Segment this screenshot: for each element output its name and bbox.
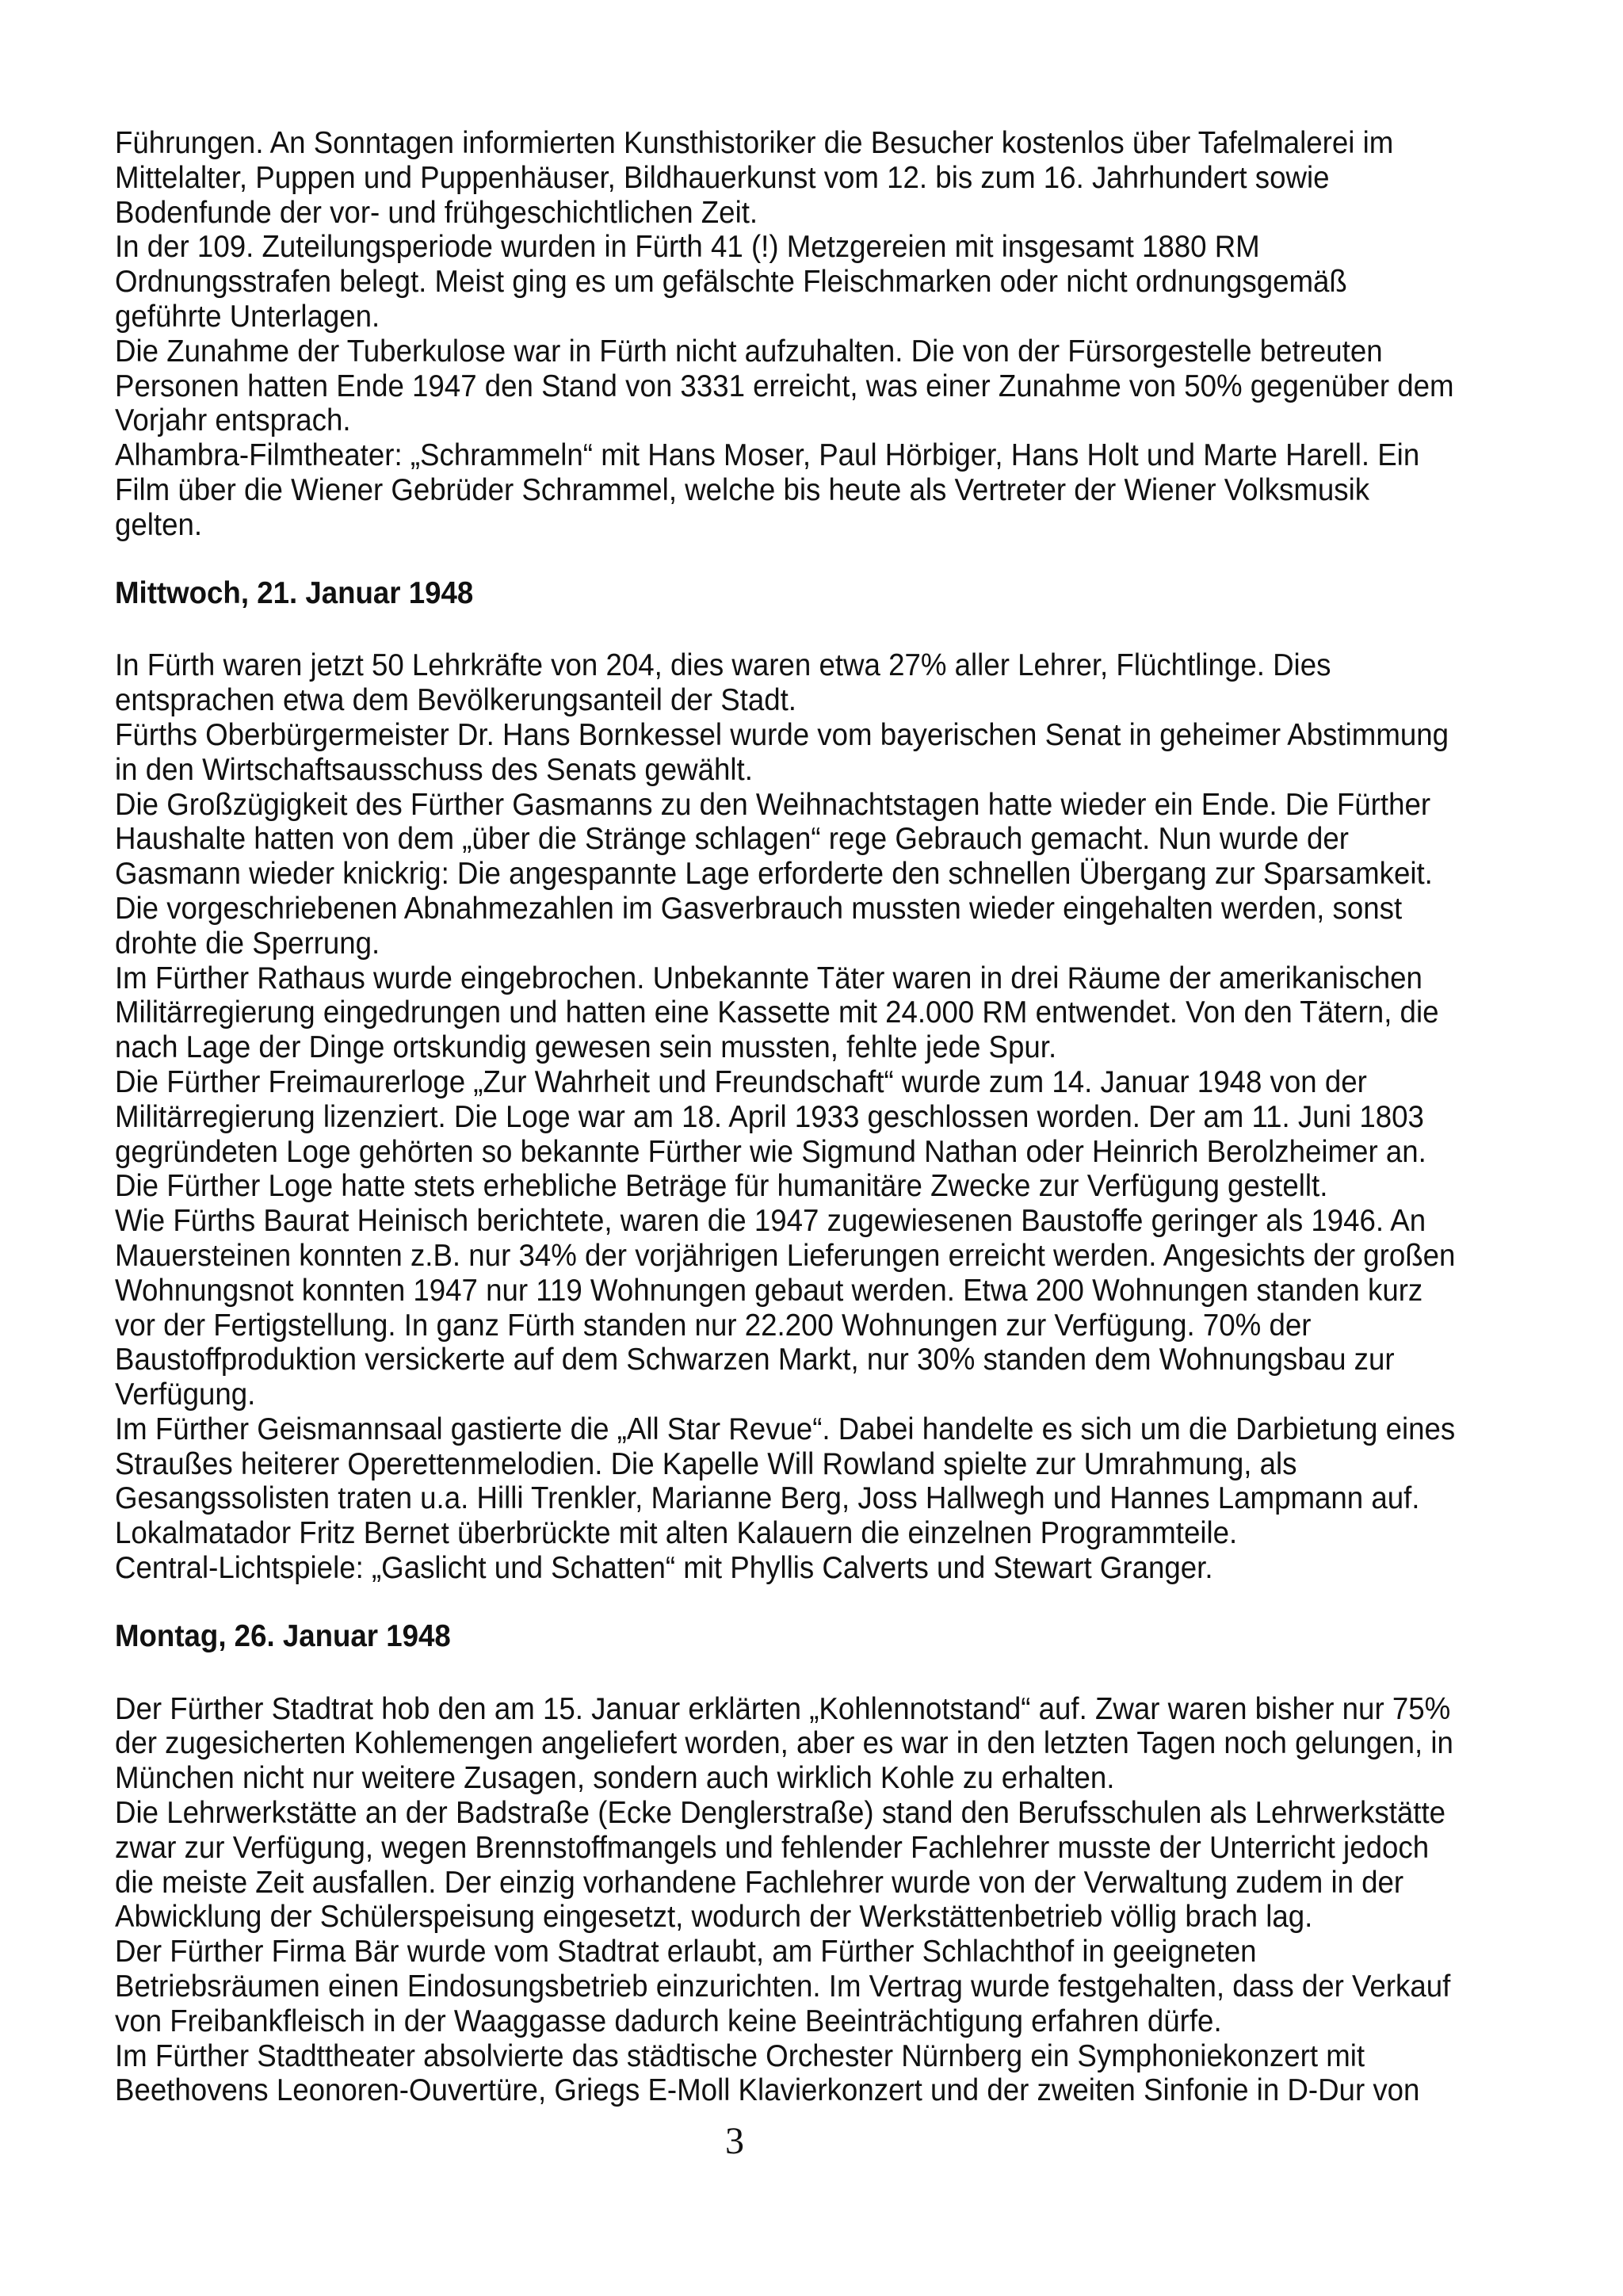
- paragraph-museum-fuehrungen: Führungen. An Sonntagen informierten Kunsthistoriker die Besucher kostenlos über Tafelmalerei im Mittelalter, Puppen und Puppenhäuser, Bildhauerkunst vom 12. bis zum 16. Jahrhundert sowie Bodenfunde der vor- und frühgeschichtlichen Zeit.: [115, 126, 1394, 230]
- paragraph-freimaurerloge: Die Fürther Freimaurerloge „Zur Wahrheit und Freundschaft“ wurde zum 14. Januar 1948 von der Militärregierung lizenziert. Die Loge war am 18. April 1933 geschlossen worden. Der am 11. Juni 1803 gegründeten Loge gehörten so bekannte Fürther wie Sigmund Nathan oder Heinrich Berolzheimer an. Die Fürther Loge hatte stets erhebliche Beträge für humanitäre Zwecke zur Verfügung gestellt.: [115, 1064, 1426, 1204]
- paragraph-zuteilungsperiode-metzgereien: In der 109. Zuteilungsperiode wurden in Fürth 41 (!) Metzgereien mit insgesamt 1880 RM Ordnungsstrafen belegt. Meist ging es um gefälschte Fleischmarken oder nicht ordnungsgemäß geführte Unterlagen.: [115, 230, 1347, 334]
- page-number: 3: [725, 2120, 744, 2162]
- paragraph-kohlennotstand: Der Fürther Stadtrat hob den am 15. Januar erklärten „Kohlennotstand“ auf. Zwar waren bisher nur 75% der zugesicherten Kohlemengen angeliefert worden, aber es war in den letzten Tagen noch gelungen, in München nicht nur weitere Zusagen, sondern auch wirklich Kohle zu erhalten.: [115, 1691, 1453, 1796]
- paragraph-gasmann-sparsamkeit: Die Großzügigkeit des Fürther Gasmanns zu den Weihnachtstagen hatte wieder ein Ende. Die Fürther Haushalte hatten von dem „über die Stränge schlagen“ rege Gebrauch gemacht. Nun wurde der Gasmann wieder knickrig: Die angespannte Lage erforderte den schnellen Übergang zur Sparsamkeit. Die vorgeschriebenen Abnahmezahlen im Gasverbrauch mussten wieder eingehalten werden, sonst drohte die Sperrung.: [115, 787, 1433, 961]
- paragraph-stadttheater-symphoniekonzert: Im Fürther Stadttheater absolvierte das städtische Orchester Nürnberg ein Symphoniekonzert mit Beethovens Leonoren-Ouvertüre, Griegs E-Moll Klavierkonzert und der zweiten Sinfonie in D-Dur von: [115, 2038, 1420, 2108]
- paragraph-oberbuergermeister-bornkessel: Fürths Oberbürgermeister Dr. Hans Bornkessel wurde vom bayerischen Senat in geheimer Abstimmung in den Wirtschaftsausschuss des Senats gewählt.: [115, 717, 1449, 787]
- paragraph-lehrkraefte-fluechtlinge: In Fürth waren jetzt 50 Lehrkräfte von 204, dies waren etwa 27% aller Lehrer, Flüchtlinge. Dies entsprachen etwa dem Bevölkerungsanteil der Stadt.: [115, 648, 1331, 718]
- paragraph-alhambra-filmtheater: Alhambra-Filmtheater: „Schrammeln“ mit Hans Moser, Paul Hörbiger, Hans Holt und Marte Harell. Ein Film über die Wiener Gebrüder Schrammel, welche bis heute als Vertreter der Wiener Volksmusik gelten.: [115, 438, 1420, 542]
- paragraph-baurat-heinisch-baustoffe: Wie Fürths Baurat Heinisch berichtete, waren die 1947 zugewiesenen Baustoffe geringer als 1946. An Mauersteinen konnten z.B. nur 34% der vorjährigen Lieferungen erreicht werden. Angesichts der großen Wohnungsnot konnten 1947 nur 119 Wohnungen gebaut werden. Etwa 200 Wohnungen standen kurz vor der Fertigstellung. In ganz Fürth standen nur 22.200 Wohnungen zur Verfügung. 70% der Baustoffproduktion versickerte auf dem Schwarzen Markt, nur 30% standen dem Wohnungsbau zur Verfügung.: [115, 1204, 1456, 1412]
- paragraph-tuberkulose: Die Zunahme der Tuberkulose war in Fürth nicht aufzuhalten. Die von der Fürsorgestelle betreuten Personen hatten Ende 1947 den Stand von 3331 erreicht, was einer Zunahme von 50% gegenüber dem Vorjahr entsprach.: [115, 334, 1454, 438]
- heading-mittwoch-21-januar-1948: Mittwoch, 21. Januar 1948: [115, 575, 474, 610]
- paragraph-firma-baer-schlachthof: Der Fürther Firma Bär wurde vom Stadtrat erlaubt, am Fürther Schlachthof in geeigneten Betriebsräumen einen Eindosungsbetrieb einzurichten. Im Vertrag wurde festgehalten, dass der Verkauf von Freibankfleisch in der Waaggasse dadurch keine Beeinträchtigung erfahren dürfe.: [115, 1935, 1451, 2038]
- paragraph-rathaus-einbruch: Im Fürther Rathaus wurde eingebrochen. Unbekannte Täter waren in drei Räume der amerikanischen Militärregierung eingedrungen und hatten eine Kassette mit 24.000 RM entwendet. Von den Tätern, die nach Lage der Dinge ortskundig gewesen sein mussten, fehlte jede Spur.: [115, 961, 1439, 1065]
- page-body-text: [115, 126, 1590, 2108]
- paragraph-geismannsaal-all-star-revue: Im Fürther Geismannsaal gastierte die „All Star Revue“. Dabei handelte es sich um die Darbietung eines Straußes heiterer Operettenmelodien. Die Kapelle Will Rowland spielte zur Umrahmung, als Gesangssolisten traten u.a. Hilli Trenkler, Marianne Berg, Joss Hallwegh und Hannes Lampmann auf. Lokalmatador Fritz Bernet überbrückte mit alten Kalauern die einzelnen Programmteile.: [115, 1412, 1456, 1551]
- heading-montag-26-januar-1948: Montag, 26. Januar 1948: [115, 1618, 451, 1653]
- paragraph-lehrwerkstaette-badstrasse: Die Lehrwerkstätte an der Badstraße (Ecke Denglerstraße) stand den Berufsschulen als Lehrwerkstätte zwar zur Verfügung, wegen Brennstoffmangels und fehlender Fachlehrer musste der Unterricht jedoch die meiste Zeit ausfallen. Der einzig vorhandene Fachlehrer wurde von der Verwaltung zudem in der Abwicklung der Schülerspeisung eingesetzt, wodurch der Werkstättenbetrieb völlig brach lag.: [115, 1796, 1446, 1935]
- paragraph-central-lichtspiele: Central-Lichtspiele: „Gaslicht und Schatten“ mit Phyllis Calverts und Stewart Granger.: [115, 1551, 1213, 1586]
